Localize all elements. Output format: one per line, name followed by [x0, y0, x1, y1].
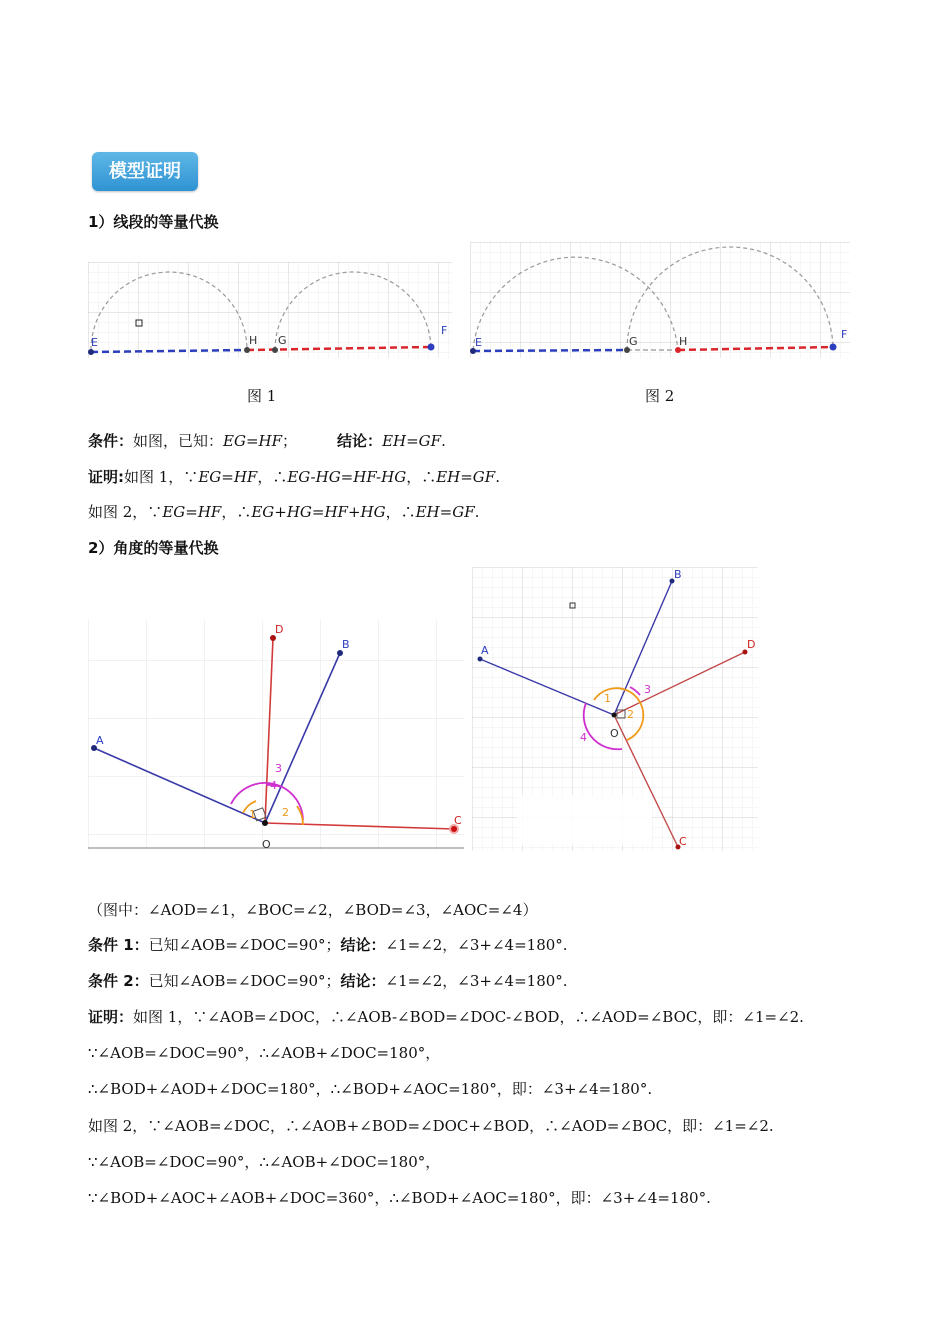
proof-text: 如图 2，∵ — [88, 503, 163, 521]
proof-text: ，∴ — [221, 503, 252, 521]
point-f — [830, 344, 837, 351]
figure-1-caption: 图 1 — [247, 387, 277, 405]
condition-math: EG=HF — [223, 432, 283, 450]
condition-1-line — [88, 934, 568, 955]
proof-math: EG+HG=HF+HG — [251, 503, 386, 521]
proof-math: EH=GF — [436, 468, 496, 486]
condition-2-line — [88, 970, 568, 991]
label-2: 2 — [627, 708, 634, 721]
label-c: C — [454, 814, 462, 827]
conclusion-1-text: ∠1=∠2，∠3+∠4=180°. — [385, 936, 568, 954]
conclusion-2-text: ∠1=∠2，∠3+∠4=180°. — [385, 972, 568, 990]
condition-label: 条件： — [88, 432, 134, 450]
label-1: 1 — [249, 808, 256, 821]
label-o: O — [262, 838, 271, 850]
proof-text: 如图 1，∵ — [124, 468, 199, 486]
label-b: B — [342, 638, 350, 651]
proof-2-line-5: ∵∠AOB=∠DOC=90°，∴∠AOB+∠DOC=180°， — [88, 1153, 441, 1171]
point-g — [272, 347, 278, 353]
condition-1-text: 已知∠AOB=∠DOC=90°； — [148, 936, 341, 954]
proof-math: EG-HG=HF-HG — [287, 468, 407, 486]
label-4: 4 — [270, 779, 277, 792]
proof-math: EG=HF — [162, 503, 222, 521]
proof-math: EG=HF — [198, 468, 258, 486]
section-2-heading: 2）角度的等量代换 — [88, 539, 219, 557]
condition-text: 如图，已知： — [133, 432, 224, 450]
label-1: 1 — [604, 692, 611, 705]
condition-line — [88, 430, 446, 451]
label-d: D — [747, 638, 756, 651]
figure-2-caption: 图 2 — [645, 387, 675, 405]
label-o: O — [610, 727, 619, 740]
point-h — [244, 347, 250, 353]
proof-text: ，∴ — [385, 503, 416, 521]
proof-2-label: 证明： — [88, 1008, 134, 1026]
conclusion-label: 结论： — [337, 432, 383, 450]
proof-2-line-1 — [88, 1006, 804, 1027]
condition-2-text: 已知∠AOB=∠DOC=90°； — [148, 972, 341, 990]
section-badge: 模型证明 — [92, 152, 198, 191]
proof-text: . — [495, 468, 500, 486]
proof-2-line-2: ∵∠AOB=∠DOC=90°，∴∠AOB+∠DOC=180°， — [88, 1044, 441, 1062]
label-3: 3 — [275, 762, 282, 775]
figure-note: （图中：∠AOD=∠1，∠BOC=∠2，∠BOD=∠3，∠AOC=∠4） — [88, 901, 538, 919]
label-d: D — [275, 623, 284, 636]
proof-text: ，∴ — [257, 468, 288, 486]
label-a: A — [96, 734, 104, 747]
label-f: F — [841, 328, 848, 341]
condition-sep: ； — [282, 432, 298, 450]
point-o — [262, 820, 268, 826]
proof-2-line-6: ∵∠BOD+∠AOC+∠AOB+∠DOC=360°，∴∠BOD+∠AOC=180°，即：∠3+∠4=180°. — [88, 1189, 711, 1207]
proof-label: 证明: — [88, 468, 124, 486]
label-4: 4 — [580, 731, 587, 744]
conclusion-end: . — [441, 432, 446, 450]
proof-2-text: 如图 1，∵∠AOB=∠DOC，∴∠AOB-∠BOD=∠DOC-∠BOD，∴∠AOD=∠BOC，即：∠1=∠2. — [133, 1008, 804, 1026]
section-1-heading: 1）线段的等量代换 — [88, 213, 219, 231]
label-2: 2 — [282, 806, 289, 819]
conclusion-2-label: 结论： — [340, 972, 386, 990]
point-f — [428, 344, 435, 351]
proof-2-line-4: 如图 2，∵∠AOB=∠DOC，∴∠AOB+∠BOD=∠DOC+∠BOD，∴∠AOD=∠BOC，即：∠1=∠2. — [88, 1117, 774, 1135]
label-c: C — [679, 835, 687, 848]
proof-line-1 — [88, 466, 500, 487]
label-g: G — [278, 334, 287, 347]
proof-text: . — [474, 503, 480, 521]
label-3: 3 — [644, 683, 651, 696]
proof-text: ，∴ — [406, 468, 437, 486]
condition-2-label: 条件 2： — [88, 972, 149, 990]
label-h: H — [679, 335, 688, 348]
proof-line-2 — [88, 501, 479, 522]
label-f: F — [441, 324, 448, 337]
point-a — [478, 657, 483, 662]
condition-1-label: 条件 1： — [88, 936, 149, 954]
label-h: H — [249, 334, 258, 347]
conclusion-math: EH=GF — [382, 432, 442, 450]
figure-3 — [88, 620, 464, 850]
conclusion-1-label: 结论： — [340, 936, 386, 954]
figure-4 — [472, 567, 758, 851]
label-b: B — [674, 568, 682, 581]
point-o — [612, 713, 617, 718]
label-g: G — [629, 335, 638, 348]
label-e: E — [475, 336, 482, 349]
label-a: A — [481, 644, 489, 657]
point-e — [88, 349, 94, 355]
figure-2 — [470, 242, 850, 358]
proof-math: EH=GF — [415, 503, 475, 521]
proof-2-line-3: ∴∠BOD+∠AOD+∠DOC=180°，∴∠BOD+∠AOC=180°，即：∠3+∠4=180°. — [88, 1080, 653, 1098]
figure-1 — [88, 262, 452, 358]
label-e: E — [91, 336, 98, 349]
